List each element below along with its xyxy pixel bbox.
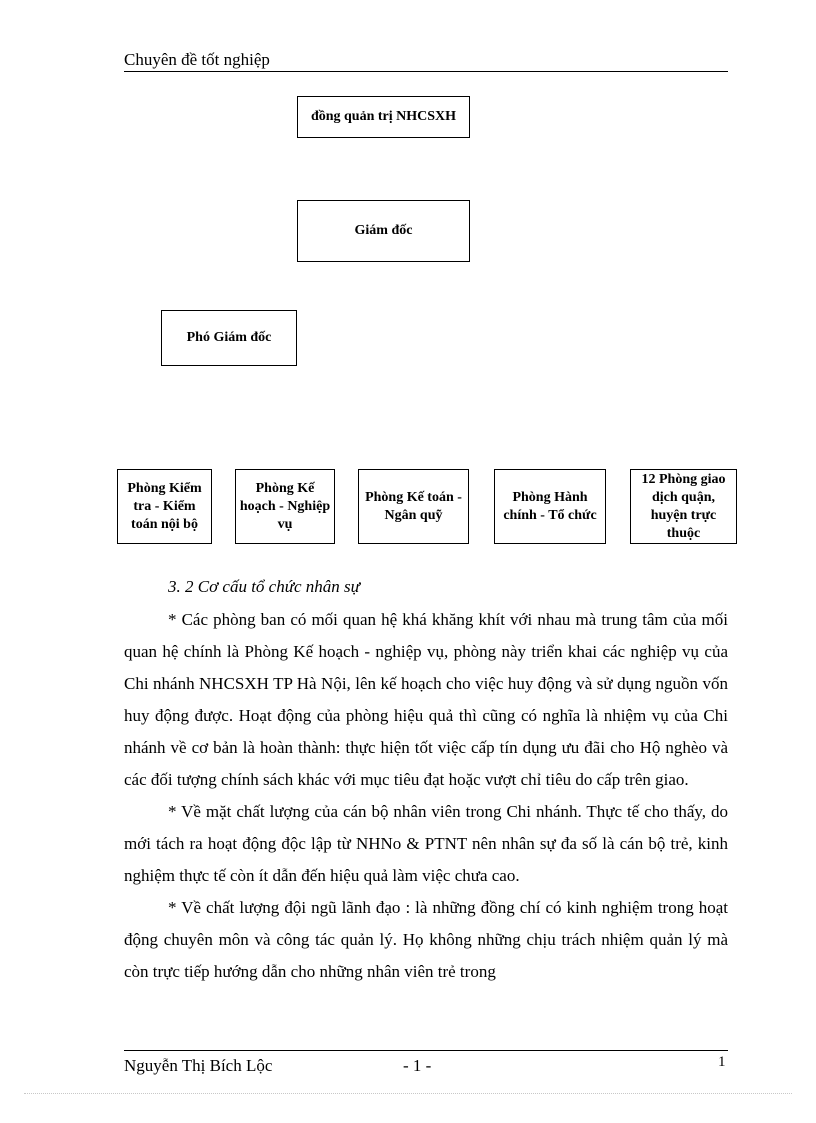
org-dept-planning-box: Phòng Kế hoạch - Nghiệp vụ bbox=[235, 469, 335, 544]
org-deputy-box: Phó Giám đốc bbox=[161, 310, 297, 366]
paragraph: * Về mặt chất lượng của cán bộ nhân viên trong Chi nhánh. Thực tế cho thấy, do mới tách ra hoạt động độc lập từ NHNo & PTNT nên nhân sự đa số là cán bộ trẻ, kinh nghiệm thực tế còn ít dẫn đến hiệu quả làm việc chưa cao. bbox=[124, 802, 728, 885]
org-dept-branches-box: 12 Phòng giao dịch quận, huyện trực thuộc bbox=[630, 469, 737, 544]
body-text bbox=[124, 604, 728, 988]
header-title: Chuyên đề tốt nghiệp bbox=[124, 50, 270, 69]
header-rule bbox=[124, 71, 728, 72]
footer-page-number: 1 bbox=[718, 1054, 726, 1070]
org-dept-accounting-box: Phòng Kế toán - Ngân quỹ bbox=[358, 469, 469, 544]
paragraph: * Các phòng ban có mối quan hệ khá khăng khít với nhau mà trung tâm của mối quan hệ chính là Phòng Kế hoạch - nghiệp vụ, phòng này triển khai các nghiệp vụ của Chi nhánh NHCSXH TP Hà Nội, lên kế hoạch cho việc huy động và sử dụng nguồn vốn huy động được. Hoạt động của phòng hiệu quả thì cũng có nghĩa là nhiệm vụ của Chi nhánh về cơ bản là hoàn thành: thực hiện tốt việc cấp tín dụng ưu đãi cho Hộ nghèo và các đối tượng chính sách khác với mục tiêu đạt hoặc vượt chỉ tiêu do cấp trên giao. bbox=[124, 610, 728, 789]
footer-page-label: - 1 - bbox=[403, 1056, 432, 1075]
paragraph: * Về chất lượng đội ngũ lãnh đạo : là những đồng chí có kinh nghiệm trong hoạt động chuyên môn và công tác quản lý. Họ không những chịu trách nhiệm quản lý mà còn trực tiếp hướng dẫn cho những nhân viên trẻ trong bbox=[124, 898, 728, 981]
org-director-box: Giám đốc bbox=[297, 200, 470, 262]
org-dept-audit-box: Phòng Kiểm tra - Kiểm toán nội bộ bbox=[117, 469, 212, 544]
org-board-box: đồng quản trị NHCSXH bbox=[297, 96, 470, 138]
footer-author: Nguyễn Thị Bích Lộc bbox=[124, 1056, 273, 1075]
org-dept-admin-box: Phòng Hành chính - Tổ chức bbox=[494, 469, 606, 544]
section-heading: 3. 2 Cơ cấu tổ chức nhân sự bbox=[168, 577, 360, 596]
footer-rule bbox=[124, 1050, 728, 1051]
page-edge-divider bbox=[24, 1093, 792, 1094]
